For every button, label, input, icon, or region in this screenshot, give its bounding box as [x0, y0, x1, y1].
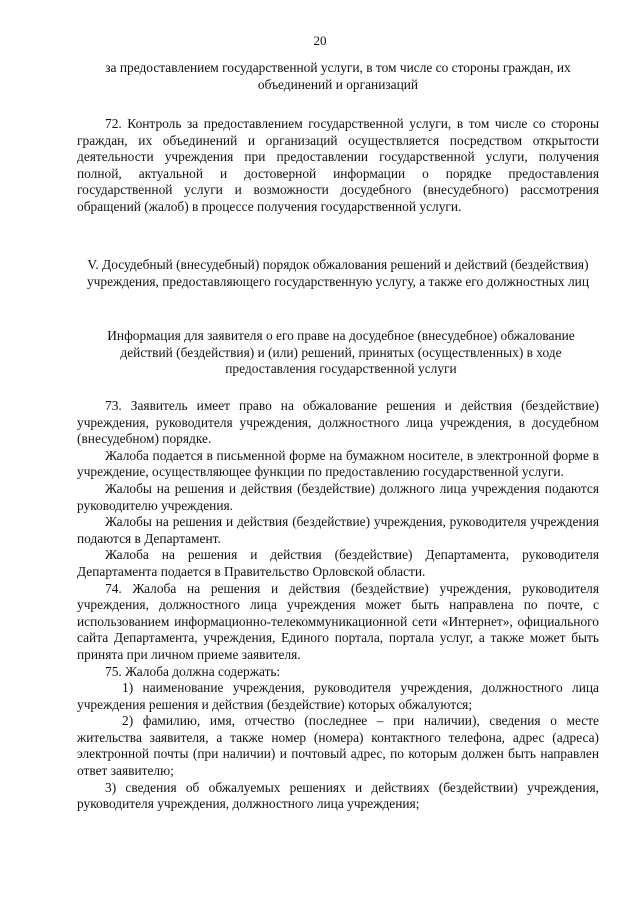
list-item: 3) сведения об обжалуемых решениях и действиях (бездействии) учреждения, руководителя учреждения, должностного лица учреждения; — [77, 779, 599, 812]
paragraph: Жалоба на решения и действия (бездействие) Департамента, руководителя Департамента подается в Правительство Орловской области. — [77, 547, 599, 579]
page-number: 20 — [313, 33, 327, 48]
paragraph-73: 73. Заявитель имеет право на обжалование решения и действия (бездействие) учреждения, руководителя учреждения, должностного лица учреждения, в досудебном (внесудебном) порядке. — [77, 398, 599, 447]
section-v-title: V. Досудебный (внесудебный) порядок обжалования решений и действий (бездействия) учреждения, предоставляющего государственную услугу, а также его должностных лиц — [86, 257, 589, 289]
paragraph-72: 72. Контроль за предоставлением государственной услуги, в том числе со стороны граждан, их объединений и организаций осуществляется посредством открытости деятельности учреждения при предоставлении государственной услуги, получения полной, актуальной и достоверной информации о порядке предоставления государственной услуги и возможности досудебного (внесудебного) рассмотрения обращений (жалоб) в процессе получения государственной услуги. — [77, 116, 599, 214]
info-title: Информация для заявителя о его праве на досудебное (внесудебное) обжалование действий (бездействия) и (или) решений, принятых (осуществленных) в ходе предоставления государственной услуги — [107, 328, 575, 377]
list-item: 2) фамилию, имя, отчество (последнее – при наличии), сведения о месте жительства заявителя, а также номер (номера) контактного телефона, адрес (адреса) электронной почты (при наличии) и почтовый адрес, по которым должен быть направлен ответ заявителю; — [77, 713, 599, 779]
paragraph-75: 75. Жалоба должна содержать: — [105, 663, 281, 679]
list-item: 1) наименование учреждения, руководителя учреждения, должностного лица учреждения решения и действия (бездействие) которых обжалуются; — [77, 680, 599, 712]
paragraph: Жалоба подается в письменной форме на бумажном носителе, в электронной форме в учреждение, осуществляющее функции по предоставлению государственной услуги. — [77, 447, 599, 480]
paragraph: Жалобы на решения и действия (бездействие) учреждения, руководителя учреждения подаются в Департамент. — [77, 514, 599, 546]
paragraph-74: 74. Жалоба на решения и действия (бездействие) учреждения, руководителя учреждения, должностного лица учреждения может быть направлена по почте, с использованием информационно-телекоммуникационной сети «Интернет», официального сайта Департамента, учреждения, Единого портала, портала услуг, а также может быть принята при личном приеме заявителя. — [77, 580, 599, 662]
body-paragraphs — [77, 398, 599, 813]
heading-continuation: за предоставлением государственной услуги, в том числе со стороны граждан, их объединений и организаций — [105, 60, 571, 92]
paragraph: Жалобы на решения и действия (бездействие) должного лица учреждения подаются руководителю учреждения. — [77, 480, 599, 513]
